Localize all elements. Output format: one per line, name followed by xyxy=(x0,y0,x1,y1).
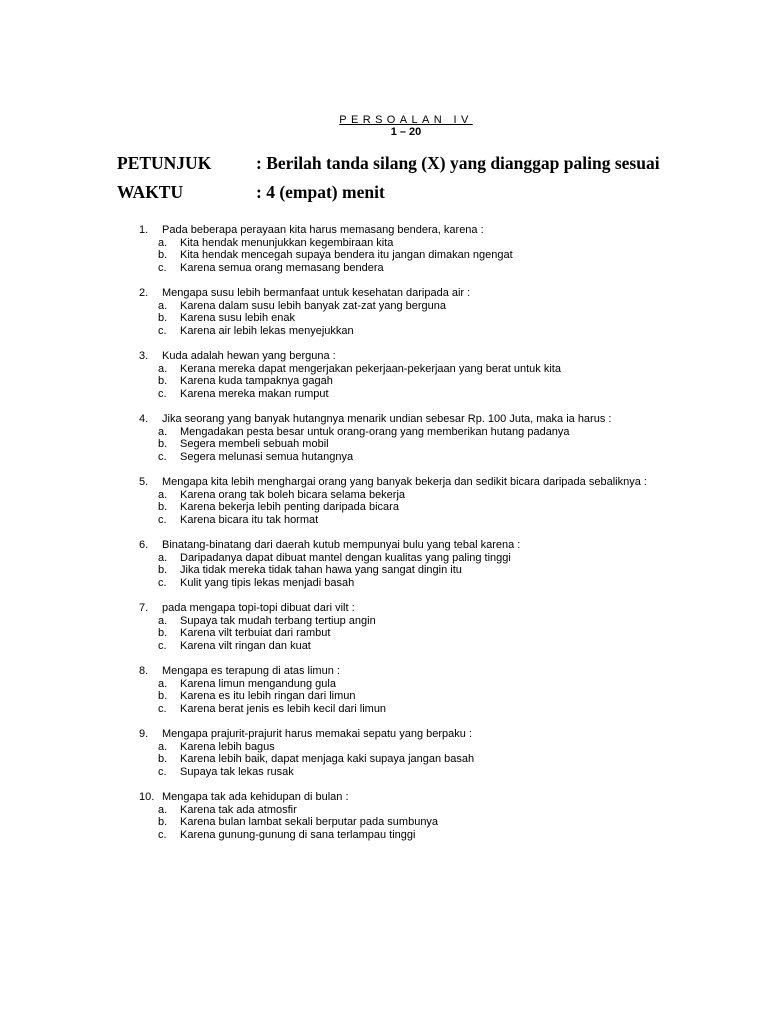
option-text: Supaya tak mudah terbang tertiup angin xyxy=(180,614,376,627)
question-list xyxy=(139,224,665,854)
waktu-label: WAKTU xyxy=(117,182,184,202)
question-text: Mengapa prajurit-prajurit harus memakai sepatu yang berpaku : xyxy=(162,728,472,740)
question-item xyxy=(139,350,665,400)
option-text: Karena berat jenis es lebih kecil dari limun xyxy=(180,702,387,715)
option-text: Kulit yang tipis lekas menjadi basah xyxy=(180,576,355,589)
option-letter: a. xyxy=(158,425,168,438)
question-number: 5. xyxy=(139,476,149,488)
answer-option xyxy=(139,489,665,502)
option-text: Karena bicara itu tak hormat xyxy=(180,513,319,526)
page-subtitle: 1 – 20 xyxy=(390,126,422,138)
question-item xyxy=(139,287,665,337)
option-letter: a. xyxy=(158,362,168,375)
answer-option xyxy=(139,564,665,577)
waktu-text: : 4 (empat) menit xyxy=(256,182,385,202)
answer-option xyxy=(139,741,665,754)
option-letter: c. xyxy=(158,261,167,274)
question-stem xyxy=(139,728,665,741)
option-letter: c. xyxy=(158,828,167,841)
answer-option xyxy=(139,627,665,640)
question-stem xyxy=(139,287,665,300)
option-text: Karena mereka makan rumput xyxy=(180,387,329,400)
question-item xyxy=(139,224,665,274)
question-text: Jika seorang yang banyak hutangnya menarik undian sebesar Rp. 100 Juta, maka ia harus : xyxy=(162,413,612,425)
question-number: 9. xyxy=(139,728,149,740)
option-letter: c. xyxy=(158,387,167,400)
option-letter: a. xyxy=(158,803,168,816)
option-text: Karena orang tak boleh bicara selama bekerja xyxy=(180,488,406,501)
option-text: Daripadanya dapat dibuat mantel dengan kualitas yang paling tinggi xyxy=(180,551,511,564)
question-text: Binatang-binatang dari daerah kutub mempunyai bulu yang tebal karena : xyxy=(162,539,521,551)
question-stem xyxy=(139,791,665,804)
answer-option xyxy=(139,300,665,313)
option-text: Karena semua orang memasang bendera xyxy=(180,261,384,274)
answer-option xyxy=(139,804,665,817)
question-text: Mengapa tak ada kehidupan di bulan : xyxy=(162,791,349,803)
option-text: Karena dalam susu lebih banyak zat-zat yang berguna xyxy=(180,299,447,312)
question-item xyxy=(139,665,665,715)
answer-option xyxy=(139,816,665,829)
option-letter: a. xyxy=(158,551,168,564)
option-text: Karena lebih bagus xyxy=(180,740,275,753)
question-text: Mengapa kita lebih menghargai orang yang banyak bekerja dan sedikit bicara daripada sebaliknya : xyxy=(162,476,647,488)
question-number: 10. xyxy=(139,791,155,803)
option-text: Segera melunasi semua hutangnya xyxy=(180,450,354,463)
option-letter: b. xyxy=(158,690,168,702)
time-row xyxy=(117,182,757,202)
option-letter: b. xyxy=(158,438,168,450)
option-letter: a. xyxy=(158,236,168,249)
option-text: Karena air lebih lekas menyejukkan xyxy=(180,324,354,337)
instruction-row xyxy=(117,153,757,173)
answer-option xyxy=(139,552,665,565)
answer-option xyxy=(139,249,665,262)
question-stem xyxy=(139,665,665,678)
question-item xyxy=(139,791,665,841)
question-stem xyxy=(139,350,665,363)
option-text: Mengadakan pesta besar untuk orang-orang yang memberikan hutang padanya xyxy=(180,425,570,438)
answer-option xyxy=(139,615,665,628)
answer-option xyxy=(139,325,665,338)
option-letter: a. xyxy=(158,614,168,627)
option-text: Jika tidak mereka tidak tahan hawa yang sangat dingin itu xyxy=(180,564,462,576)
question-item xyxy=(139,602,665,652)
option-letter: b. xyxy=(158,753,168,765)
question-number: 1. xyxy=(139,224,149,236)
question-number: 8. xyxy=(139,665,149,677)
answer-option xyxy=(139,312,665,325)
answer-option xyxy=(139,375,665,388)
question-number: 3. xyxy=(139,350,149,362)
question-number: 7. xyxy=(139,602,149,614)
question-number: 6. xyxy=(139,539,149,551)
question-number: 4. xyxy=(139,413,149,425)
answer-option xyxy=(139,451,665,464)
answer-option xyxy=(139,829,665,842)
answer-option xyxy=(139,363,665,376)
page-title: PERSOALAN IV xyxy=(339,114,473,126)
petunjuk-text: : Berilah tanda silang (X) yang dianggap paling sesuai xyxy=(256,153,660,173)
question-stem xyxy=(139,476,665,489)
question-number: 2. xyxy=(139,287,149,299)
answer-option xyxy=(139,438,665,451)
option-text: Kita hendak mencegah supaya bendera itu jangan dimakan ngengat xyxy=(180,249,513,261)
answer-option xyxy=(139,388,665,401)
question-text: Mengapa es terapung di atas limun : xyxy=(162,665,340,677)
question-stem xyxy=(139,539,665,552)
answer-option xyxy=(139,262,665,275)
option-text: Karena vilt ringan dan kuat xyxy=(180,639,311,652)
answer-option xyxy=(139,690,665,703)
option-text: Karena bulan lambat sekali berputar pada sumbunya xyxy=(180,816,439,828)
answer-option xyxy=(139,703,665,716)
option-letter: b. xyxy=(158,375,168,387)
answer-option xyxy=(139,753,665,766)
option-letter: a. xyxy=(158,299,168,312)
option-text: Karena vilt terbuiat dari rambut xyxy=(180,627,331,639)
option-text: Karena kuda tampaknya gagah xyxy=(180,375,333,387)
option-text: Karena tak ada atmosfir xyxy=(180,803,297,816)
option-letter: b. xyxy=(158,816,168,828)
option-letter: b. xyxy=(158,627,168,639)
answer-option xyxy=(139,678,665,691)
option-text: Kita hendak menunjukkan kegembiraan kita xyxy=(180,236,394,249)
petunjuk-label: PETUNJUK xyxy=(117,153,212,173)
answer-option xyxy=(139,577,665,590)
answer-option xyxy=(139,501,665,514)
question-stem xyxy=(139,602,665,615)
question-item xyxy=(139,728,665,778)
option-text: Kerana mereka dapat mengerjakan pekerjaan-pekerjaan yang berat untuk kita xyxy=(180,362,561,375)
option-letter: c. xyxy=(158,450,167,463)
option-letter: c. xyxy=(158,513,167,526)
option-text: Karena bekerja lebih penting daripada bicara xyxy=(180,501,399,513)
question-text: Mengapa susu lebih bermanfaat untuk kesehatan daripada air : xyxy=(162,287,471,299)
question-text: pada mengapa topi-topi dibuat dari vilt : xyxy=(162,602,355,614)
question-text: Kuda adalah hewan yang berguna : xyxy=(162,350,336,362)
option-letter: c. xyxy=(158,765,167,778)
option-letter: b. xyxy=(158,249,168,261)
question-stem xyxy=(139,224,665,237)
option-letter: b. xyxy=(158,501,168,513)
option-letter: c. xyxy=(158,324,167,337)
option-text: Segera membeli sebuah mobil xyxy=(180,438,329,450)
option-letter: a. xyxy=(158,677,168,690)
question-text: Pada beberapa perayaan kita harus memasang bendera, karena : xyxy=(162,224,484,236)
answer-option xyxy=(139,514,665,527)
option-letter: c. xyxy=(158,576,167,589)
option-text: Supaya tak lekas rusak xyxy=(180,765,294,778)
question-item xyxy=(139,476,665,526)
option-text: Karena limun mengandung gula xyxy=(180,677,336,690)
answer-option xyxy=(139,237,665,250)
answer-option xyxy=(139,426,665,439)
option-letter: c. xyxy=(158,639,167,652)
option-letter: a. xyxy=(158,740,168,753)
option-letter: b. xyxy=(158,564,168,576)
answer-option xyxy=(139,640,665,653)
question-item xyxy=(139,539,665,589)
option-letter: c. xyxy=(158,702,167,715)
option-letter: a. xyxy=(158,488,168,501)
question-stem xyxy=(139,413,665,426)
option-text: Karena gunung-gunung di sana terlampau tinggi xyxy=(180,828,416,841)
option-text: Karena susu lebih enak xyxy=(180,312,295,324)
question-item xyxy=(139,413,665,463)
option-text: Karena lebih baik, dapat menjaga kaki supaya jangan basah xyxy=(180,753,475,765)
option-text: Karena es itu lebih ringan dari limun xyxy=(180,690,356,702)
answer-option xyxy=(139,766,665,779)
option-letter: b. xyxy=(158,312,168,324)
